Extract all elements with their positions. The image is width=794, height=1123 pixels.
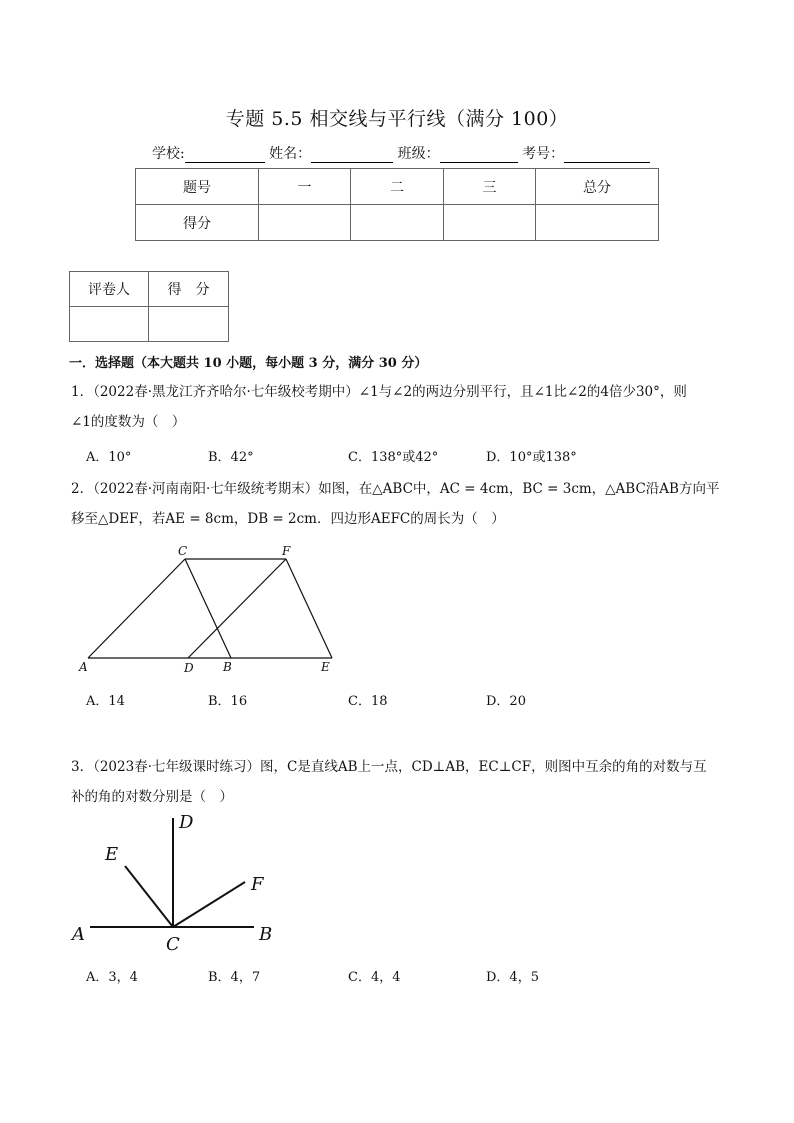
header-cell-part-2: 二 xyxy=(351,169,444,205)
segment-cb xyxy=(185,559,231,658)
question-1-options xyxy=(86,446,706,466)
q3-option-d[interactable]: D．4，5 xyxy=(486,970,539,985)
q1-option-d[interactable]: D．10°或138° xyxy=(486,450,577,465)
score-table-score-row xyxy=(136,205,659,241)
ray-ce xyxy=(125,866,173,927)
label-b: B xyxy=(223,660,232,674)
question-2 xyxy=(71,474,731,534)
score-cell-total[interactable] xyxy=(536,205,659,241)
q1-option-c[interactable]: C．138°或42° xyxy=(348,450,439,465)
question-2-line-1: 2．（2022春·河南南阳·七年级统考期末）如图，在△ABC中，AC = 4cm，BC = 3cm，△ABC沿AB方向平 xyxy=(71,481,720,497)
exam-no-label: 考号： xyxy=(522,146,565,162)
question-3-line-1: 3．（2023春·七年级课时练习）图，C是直线AB上一点，CD⊥AB，EC⊥CF，则图中互余的角的对数与互 xyxy=(71,759,707,775)
header-cell-question-no: 题号 xyxy=(136,169,259,205)
label-e: E xyxy=(321,660,330,674)
question-3-line-2: 补的角的对数分别是（ ） xyxy=(71,789,233,805)
label-c: C xyxy=(166,934,180,955)
question-2-line-2: 移至△DEF，若AE = 8cm，DB = 2cm．四边形AEFC的周长为（ ） xyxy=(71,511,505,527)
label-e: E xyxy=(105,844,119,865)
score-cell-part-1[interactable] xyxy=(259,205,351,241)
question-3 xyxy=(71,752,731,812)
name-label: 姓名： xyxy=(269,146,312,162)
label-d: D xyxy=(184,661,194,675)
page-title: 专题 5.5 相交线与平行线（满分 100） xyxy=(225,108,569,130)
question-1 xyxy=(71,377,731,437)
grader-header-reviewer: 评卷人 xyxy=(70,272,149,307)
header-cell-part-1: 一 xyxy=(259,169,351,205)
label-f: F xyxy=(251,874,264,895)
exam-no-blank[interactable] xyxy=(564,147,650,163)
grader-table-blank-row xyxy=(70,307,229,342)
ray-cf xyxy=(173,882,245,927)
question-3-options xyxy=(86,966,706,986)
grader-cell-reviewer[interactable] xyxy=(70,307,149,342)
header-cell-part-3: 三 xyxy=(444,169,536,205)
student-info-line xyxy=(152,143,650,163)
q3-option-a[interactable]: A．3，4 xyxy=(86,970,138,985)
q1-option-b[interactable]: B．42° xyxy=(208,450,254,465)
segment-fe xyxy=(286,559,332,658)
grader-cell-score[interactable] xyxy=(149,307,229,342)
header-cell-total: 总分 xyxy=(536,169,659,205)
question-1-line-1: 1．（2022春·黑龙江齐齐哈尔·七年级校考期中）∠1与∠2的两边分别平行，且∠1比∠2的4倍少30°，则 xyxy=(71,384,687,400)
label-c: C xyxy=(178,544,188,558)
label-d: D xyxy=(179,812,194,833)
question-1-line-2: ∠1的度数为（ ） xyxy=(71,414,186,430)
q2-option-b[interactable]: B．16 xyxy=(208,694,248,709)
class-blank[interactable] xyxy=(440,147,518,163)
q2-option-c[interactable]: C．18 xyxy=(348,694,388,709)
class-label: 班级： xyxy=(397,146,440,162)
segment-df xyxy=(188,559,286,658)
question-2-options xyxy=(86,690,706,710)
score-cell-part-2[interactable] xyxy=(351,205,444,241)
school-label: 学校: xyxy=(152,146,185,162)
grader-table xyxy=(69,271,229,342)
label-b: B xyxy=(259,924,273,945)
score-table xyxy=(135,168,659,241)
q3-option-b[interactable]: B．4，7 xyxy=(208,970,261,985)
segment-ac xyxy=(88,559,185,658)
grader-header-score: 得 分 xyxy=(149,272,229,307)
grader-table-header-row xyxy=(70,272,229,307)
q3-option-c[interactable]: C．4，4 xyxy=(348,970,401,985)
score-table-header-row xyxy=(136,169,659,205)
score-cell-part-3[interactable] xyxy=(444,205,536,241)
q2-option-d[interactable]: D．20 xyxy=(486,694,526,709)
name-blank[interactable] xyxy=(311,147,393,163)
q2-option-a[interactable]: A．14 xyxy=(86,694,125,709)
school-blank[interactable] xyxy=(185,147,265,163)
score-row-label: 得分 xyxy=(136,205,259,241)
question-3-figure xyxy=(68,808,283,958)
question-2-figure xyxy=(70,540,345,678)
label-a: A xyxy=(72,924,85,945)
section-heading-choice: 一．选择题（本大题共 10 小题，每小题 3 分，满分 30 分） xyxy=(69,356,428,371)
q1-option-a[interactable]: A．10° xyxy=(86,450,132,465)
label-a: A xyxy=(79,660,88,674)
label-f: F xyxy=(282,544,291,558)
